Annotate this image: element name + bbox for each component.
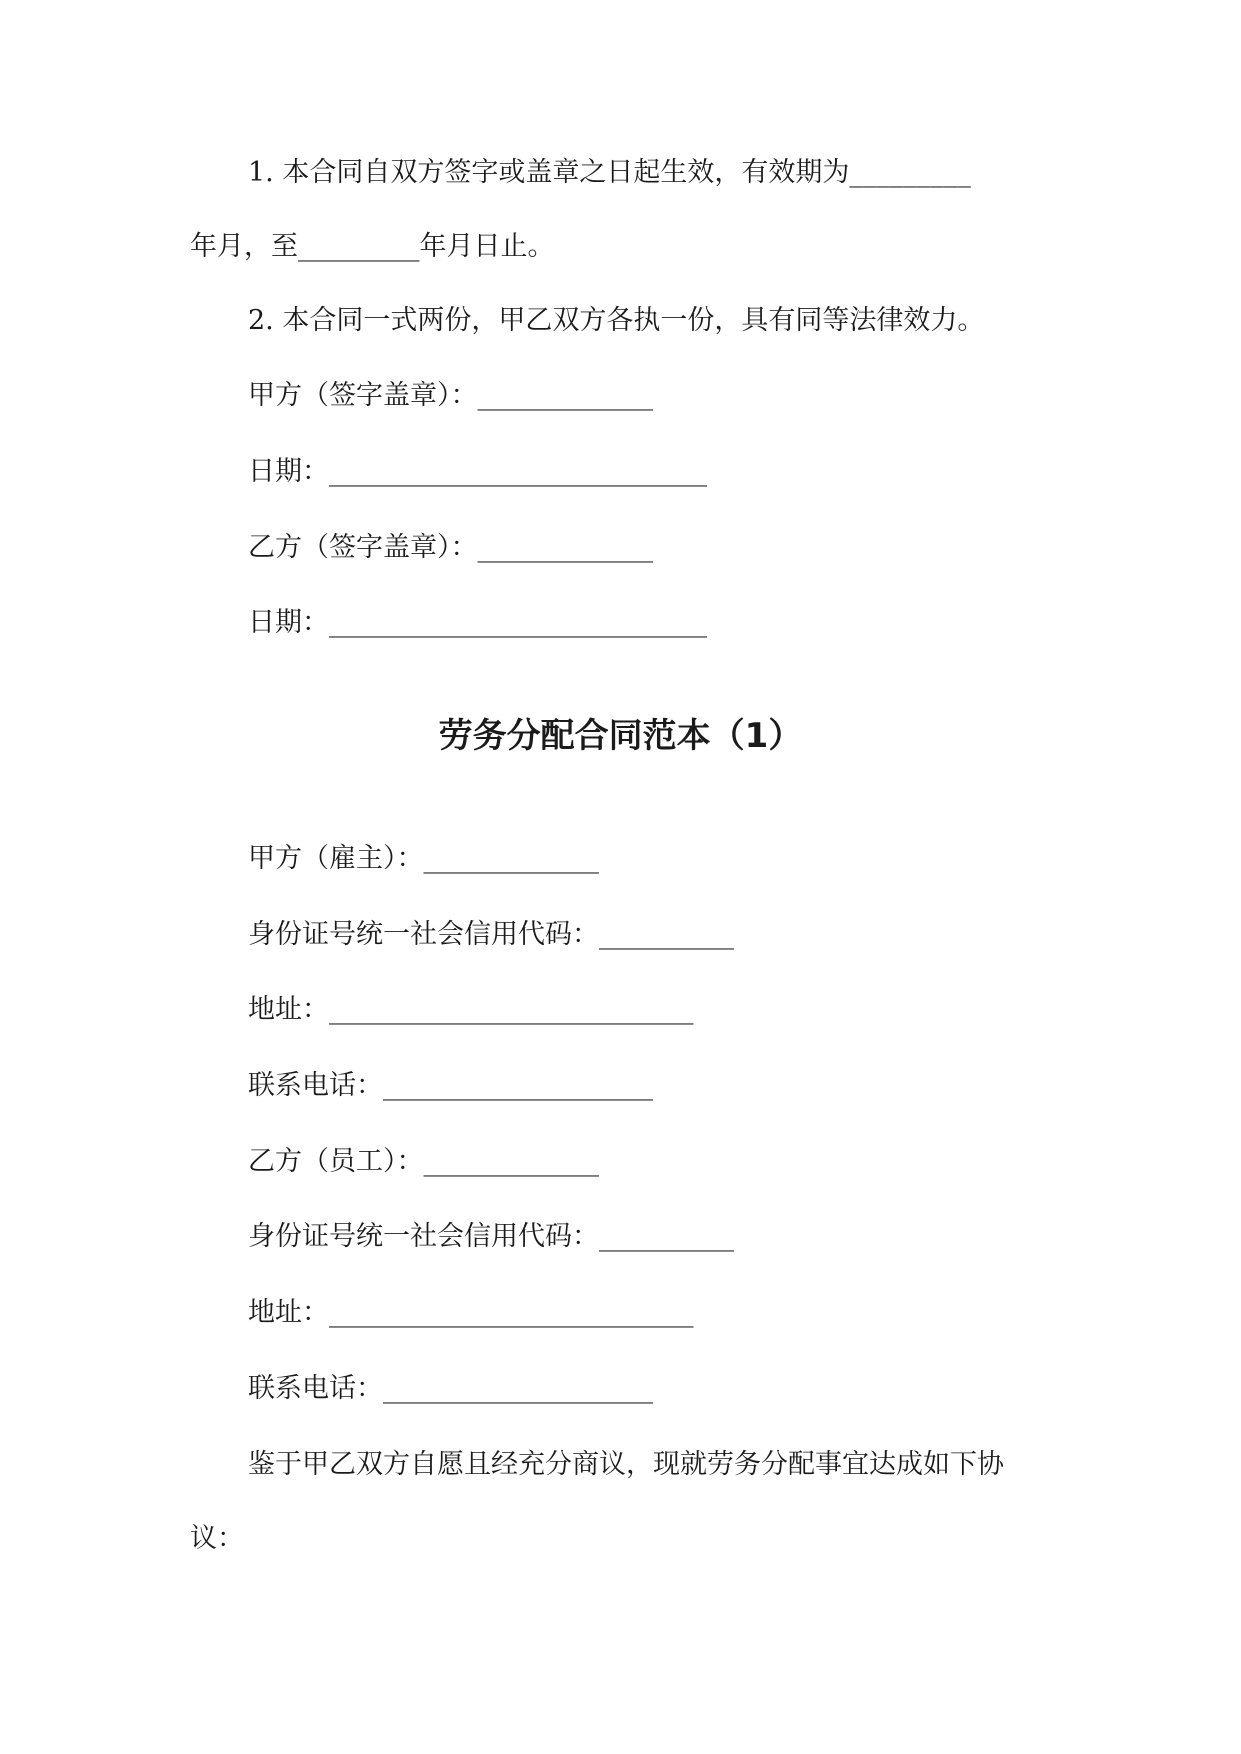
clause-1-line-2: 年月，至_________年月日止。 [190,231,555,262]
party-a-date-line: 日期：____________________________ [248,456,707,487]
party-b-address-line: 地址：___________________________ [248,1297,694,1328]
section-title: 劳务分配合同范本（1） [438,716,803,756]
party-a-phone-line: 联系电话：____________________ [248,1070,653,1101]
party-a-id-line: 身份证号统一社会信用代码：__________ [248,919,734,950]
clause-1-line-1: 1. 本合同自双方签字或盖章之日起生效，有效期为_________ [248,157,971,188]
clause-2: 2. 本合同一式两份，甲乙双方各执一份，具有同等法律效力。 [248,305,985,336]
preamble-line-1: 鉴于甲乙双方自愿且经充分商议，现就劳务分配事宜达成如下协 [248,1449,1004,1480]
preamble-line-2: 议： [190,1523,244,1554]
party-a-name-line: 甲方（雇主）：_____________ [248,843,599,874]
party-b-phone-line: 联系电话：____________________ [248,1373,653,1404]
party-b-name-line: 乙方（员工）：_____________ [248,1146,599,1177]
party-b-date-line: 日期：____________________________ [248,607,707,638]
party-a-address-line: 地址：___________________________ [248,994,694,1025]
party-b-id-line: 身份证号统一社会信用代码：__________ [248,1221,734,1252]
party-b-signature-line: 乙方（签字盖章）：_____________ [248,532,653,563]
party-a-signature-line: 甲方（签字盖章）：_____________ [248,380,653,411]
